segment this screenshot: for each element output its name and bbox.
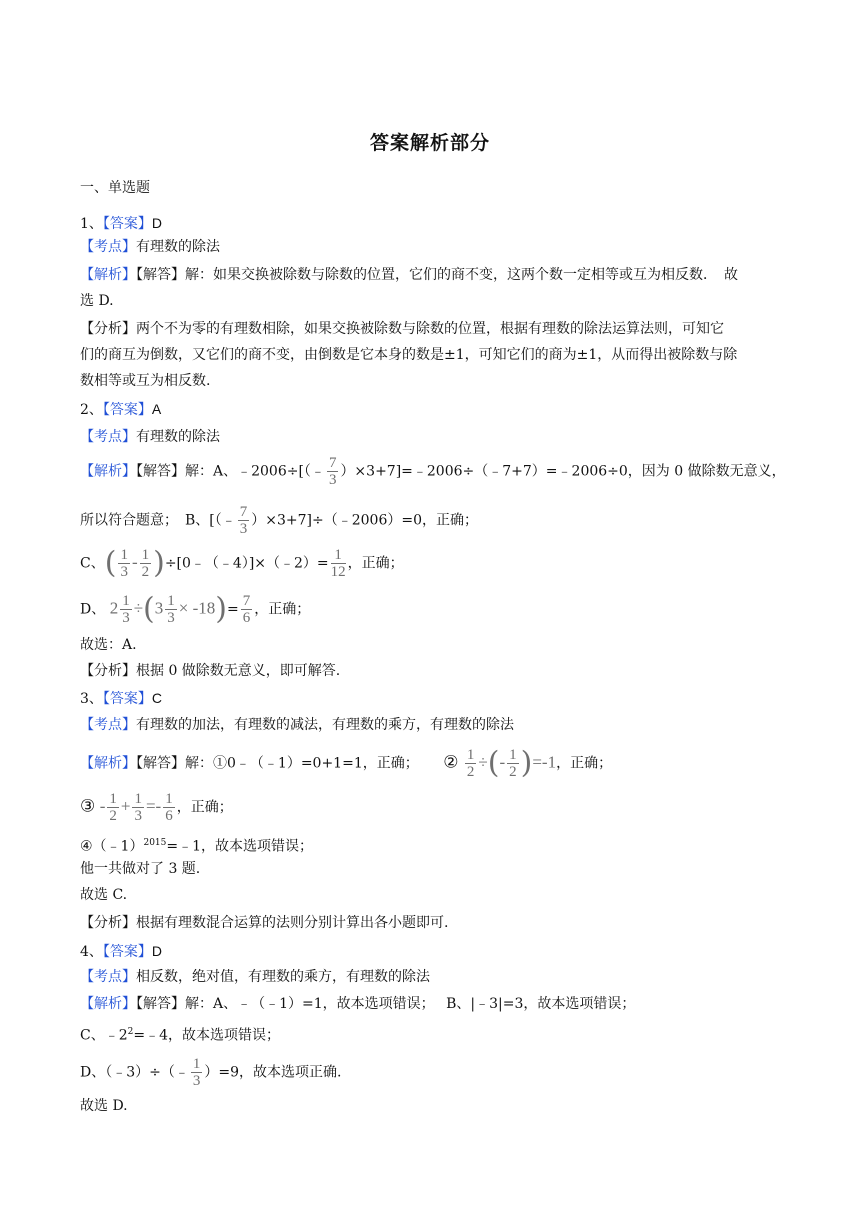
fraction-one-half: $\frac{1}{2}$ xyxy=(509,747,517,780)
q4-solution-d xyxy=(80,1057,785,1088)
page-title: 答案解析部分 xyxy=(369,132,490,154)
solution-text: ）×3+7]÷（﹣2006）=0，正确； xyxy=(251,512,478,529)
q2-solution-c: C、( $\frac{1}{3}$ - $\frac{1}{2}$ )÷[0﹣（﹣4）]×（﹣2）= $\frac{1}{12}$ ，正确； xyxy=(80,545,404,581)
q3-analysis xyxy=(80,912,785,934)
knowledge-text: 有理数的加法，有理数的减法，有理数的乘方，有理数的除法 xyxy=(136,717,514,733)
q3-number: 3、 xyxy=(80,691,103,707)
solution-tag: 【解析】 xyxy=(80,267,136,283)
fraction-one-half: $\frac{1}{2}$ xyxy=(141,547,150,580)
q3-knowledge-point xyxy=(80,714,785,736)
solution-tag: 【解析】 xyxy=(80,755,136,772)
knowledge-tag: 【考点】 xyxy=(80,969,136,985)
fraction-one-third: $\frac{1}{3}$ xyxy=(192,1056,201,1089)
solution-tag: 【解析】 xyxy=(80,463,136,480)
fraction-seven-thirds: $\frac{7}{3}$ xyxy=(239,504,248,537)
fraction-one-third: $\frac{1}{3}$ xyxy=(120,547,128,580)
solution-text: 所以符合题意； B、[（﹣ xyxy=(80,512,236,529)
solution-text: ④（﹣1） xyxy=(80,838,144,855)
q4-knowledge-point xyxy=(80,966,785,988)
answer-tag: 【答案】 xyxy=(102,402,152,418)
q3-answer-line xyxy=(80,687,785,710)
exponent: 2015 xyxy=(143,838,167,848)
answer-tag: 【答案】 xyxy=(102,691,152,707)
solution-tag: 【解析】 xyxy=(80,996,136,1012)
analysis-text: 根据有理数混合运算的法则分别计算出各小题即可. xyxy=(136,915,449,931)
solution-text: 【解答】解：如果交换被除数与除数的位置，它们的商不变，这两个数一定相等或互为相反数． 故 xyxy=(136,267,738,283)
q1-number: 1、 xyxy=(80,216,103,232)
analysis-tag: 【分析】 xyxy=(80,915,136,931)
q1-answer: D xyxy=(151,215,163,231)
solution-text: =﹣1，故本选项错误； xyxy=(166,838,314,855)
solution-text: ，正确； xyxy=(556,755,613,772)
fraction-seven-sixths: $\frac{7}{6}$ xyxy=(242,593,251,626)
knowledge-text: 有理数的除法 xyxy=(136,239,220,255)
q2-solution-b xyxy=(80,505,785,536)
solution-text: 【解答】解：①0﹣（﹣1）=0+1=1，正确； xyxy=(136,755,419,772)
q2-answer-line xyxy=(80,398,785,421)
solution-text: ）×3+7]=﹣2006÷（﹣7+7）=﹣2006÷0，因为 0 做除数无意义， xyxy=(340,463,786,480)
answer-tag: 【答案】 xyxy=(102,216,152,232)
q1-solution-line-1 xyxy=(80,264,785,286)
knowledge-text: 有理数的除法 xyxy=(136,429,220,445)
fraction-one-third: $\frac{1}{3}$ xyxy=(134,791,142,824)
q3-total: 他一共做对了 3 题. xyxy=(80,861,201,877)
solution-text: ，正确； xyxy=(254,601,311,618)
q4-conclusion: 故选 D. xyxy=(80,1098,128,1114)
knowledge-text: 相反数，绝对值，有理数的乘方，有理数的除法 xyxy=(136,969,430,985)
knowledge-tag: 【考点】 xyxy=(80,717,136,733)
analysis-text: 根据 0 做除数无意义，即可解答. xyxy=(136,663,341,679)
solution-text: ，正确； xyxy=(176,799,233,816)
solution-text: =﹣4，故本选项错误； xyxy=(133,1027,280,1044)
q2-number: 2、 xyxy=(80,402,103,418)
knowledge-tag: 【考点】 xyxy=(80,429,136,445)
analysis-tag: 【分析】 xyxy=(80,321,136,337)
solution-text: 【解答】解：A、﹣2006÷[（﹣ xyxy=(136,463,325,480)
solution-text: ）=9，故本选项正确. xyxy=(204,1064,342,1081)
answer-tag: 【答案】 xyxy=(102,944,152,960)
item-marker: ③ xyxy=(80,796,96,817)
fraction-seven-thirds: $\frac{7}{3}$ xyxy=(328,455,337,488)
q3-conclusion: 故选 C. xyxy=(80,887,128,903)
q1-answer-line xyxy=(80,212,785,235)
q2-solution-a xyxy=(80,456,785,487)
q3-answer: C xyxy=(151,690,163,706)
q2-solution-d: D、 2 $\frac{1}{3}$ ÷(3 $\frac{1}{3}$ × -18)= $\frac{7}{6}$ ，正确； xyxy=(80,591,311,627)
fraction-one-third: $\frac{1}{3}$ xyxy=(167,593,175,626)
section-heading: 一、单选题 xyxy=(80,180,150,196)
fraction-one-twelfth: $\frac{1}{12}$ xyxy=(330,547,346,580)
q1-knowledge-point xyxy=(80,236,785,258)
q4-number: 4、 xyxy=(80,944,103,960)
analysis-text: 两个不为零的有理数相除，如果交换被除数与除数的位置，根据有理数的除法运算法则，可知它 xyxy=(136,321,724,337)
item-marker: ② xyxy=(443,752,459,773)
solution-text: 【解答】解：A、﹣（﹣1）=1，故本选项错误； B、|﹣3|=3，故本选项错误； xyxy=(136,996,636,1012)
solution-text: ÷[0﹣（﹣4）]×（﹣2）= xyxy=(164,555,329,572)
solution-text: D、 xyxy=(80,601,106,618)
q4-answer: D xyxy=(151,943,163,959)
q4-solution-a-b xyxy=(80,993,785,1015)
solution-text: D、（﹣3）÷（﹣ xyxy=(80,1064,189,1081)
fraction-one-half: $\frac{1}{2}$ xyxy=(109,791,117,824)
q3-solution-3: ③ - $\frac{1}{2}$ + $\frac{1}{3}$ =- $\frac{1}{6}$ ，正确； xyxy=(80,791,233,824)
q2-analysis xyxy=(80,660,785,682)
solution-text: ，正确； xyxy=(347,555,404,572)
q1-analysis-line-3: 数相等或互为相反数. xyxy=(80,373,211,389)
q1-analysis-line-2: 们的商互为倒数，又它们的商不变，由倒数是它本身的数是±1，可知它们的商为±1，从而得出被除数与除 xyxy=(80,347,738,363)
q3-solution-1-2: 【解析】【解答】解：①0﹣（﹣1）=0+1=1，正确； ② $\frac{1}{2}$ ÷(- $\frac{1}{2}$ )=-1，正确； xyxy=(80,745,613,781)
q1-analysis-line-1 xyxy=(80,318,785,340)
solution-text: C、﹣2 xyxy=(80,1027,128,1044)
fraction-one-sixth: $\frac{1}{6}$ xyxy=(165,791,173,824)
q4-solution-c xyxy=(80,1021,785,1047)
q3-solution-4 xyxy=(80,832,785,858)
analysis-tag: 【分析】 xyxy=(80,663,136,679)
q4-answer-line xyxy=(80,940,785,963)
q2-knowledge-point xyxy=(80,426,785,448)
fraction-one-third: $\frac{1}{3}$ xyxy=(122,593,130,626)
fraction-one-half: $\frac{1}{2}$ xyxy=(466,747,475,780)
q2-conclusion: 故选：A. xyxy=(80,637,137,653)
exponent: 2 xyxy=(127,1027,134,1037)
knowledge-tag: 【考点】 xyxy=(80,239,136,255)
q2-answer: A xyxy=(151,401,162,417)
q1-solution-line-2: 选 D. xyxy=(80,293,114,309)
solution-text: C、 xyxy=(80,555,105,572)
